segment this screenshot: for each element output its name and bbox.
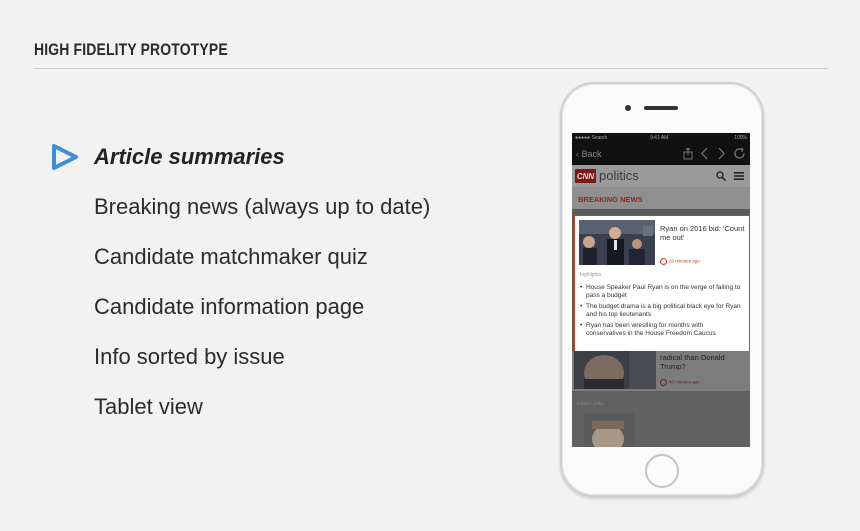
title-divider <box>34 68 828 69</box>
reload-icon[interactable] <box>733 147 746 160</box>
editors-picks-section <box>572 391 750 447</box>
bullet-label: Article summaries <box>94 144 285 169</box>
bullet-item-matchmaker-quiz <box>50 232 430 282</box>
article-photo <box>579 220 655 265</box>
bullet-item-article-summaries <box>50 132 430 182</box>
next-story-item[interactable] <box>572 351 750 391</box>
next-story-photo <box>574 351 656 389</box>
phone-screen <box>572 133 750 447</box>
chevron-right-icon[interactable] <box>717 147 725 160</box>
bullet-item-breaking-news <box>50 182 430 232</box>
phone-mockup <box>560 82 764 497</box>
highlight-item: • House Speaker Paul Ryan is on the verge of failing to pass a budget <box>580 284 744 300</box>
chevron-left-icon[interactable] <box>701 147 709 160</box>
back-label: Back <box>581 149 602 159</box>
section-title: politics <box>599 168 639 183</box>
phone-speaker <box>644 106 678 110</box>
bullet-list <box>50 132 430 432</box>
search-icon[interactable] <box>716 171 726 181</box>
clock-icon <box>660 379 667 386</box>
article-summary-card[interactable] <box>574 215 750 353</box>
bullet-label: Candidate matchmaker quiz <box>94 244 368 269</box>
next-story-timestamp: 40 minutes ago <box>660 379 700 386</box>
bullet-label: Tablet view <box>94 394 203 419</box>
status-time: 9:41 AM <box>650 135 669 141</box>
browser-toolbar <box>572 143 750 165</box>
story-photo[interactable] <box>584 413 634 447</box>
menu-icon[interactable] <box>734 171 744 181</box>
bullet-item-candidate-info <box>50 282 430 332</box>
home-button[interactable] <box>645 454 679 488</box>
clock-icon <box>660 258 667 265</box>
breaking-news-label: BREAKING NEWS <box>578 195 643 204</box>
highlight-item: • Ryan has been wrestling for months with conservatives in the House Freedom Caucus <box>580 322 744 338</box>
status-battery: 100% <box>734 135 747 141</box>
bullet-item-tablet-view <box>50 382 430 432</box>
bullet-label: Candidate information page <box>94 294 365 319</box>
article-timestamp: 20 minutes ago <box>660 258 700 265</box>
status-bar <box>572 133 750 143</box>
slide-title: HIGH FIDELITY PROTOTYPE <box>34 40 228 59</box>
back-button[interactable]: ‹ Back <box>576 149 602 159</box>
bullet-item-info-by-issue <box>50 332 430 382</box>
next-story-headline[interactable]: radical than Donald Trump? <box>660 353 725 371</box>
bullet-label: Info sorted by issue <box>94 344 285 369</box>
highlight-item: • The budget drama is a big political black eye for Ryan and his top lieutenants <box>580 303 744 319</box>
section-label: Editors' picks <box>577 401 604 406</box>
share-icon[interactable] <box>683 147 693 160</box>
cnn-logo[interactable]: CNN <box>575 169 596 183</box>
phone-camera <box>625 105 631 111</box>
highlights-list <box>580 284 744 341</box>
play-arrow-icon <box>50 142 80 172</box>
site-header <box>572 165 750 187</box>
highlights-label: highlights <box>580 272 602 278</box>
breaking-news-bar <box>572 187 750 209</box>
status-carrier: ●●●●● Search <box>575 135 608 141</box>
bullet-label: Breaking news (always up to date) <box>94 194 431 219</box>
article-headline[interactable]: Ryan on 2016 bid: 'Count me out' <box>660 224 745 242</box>
